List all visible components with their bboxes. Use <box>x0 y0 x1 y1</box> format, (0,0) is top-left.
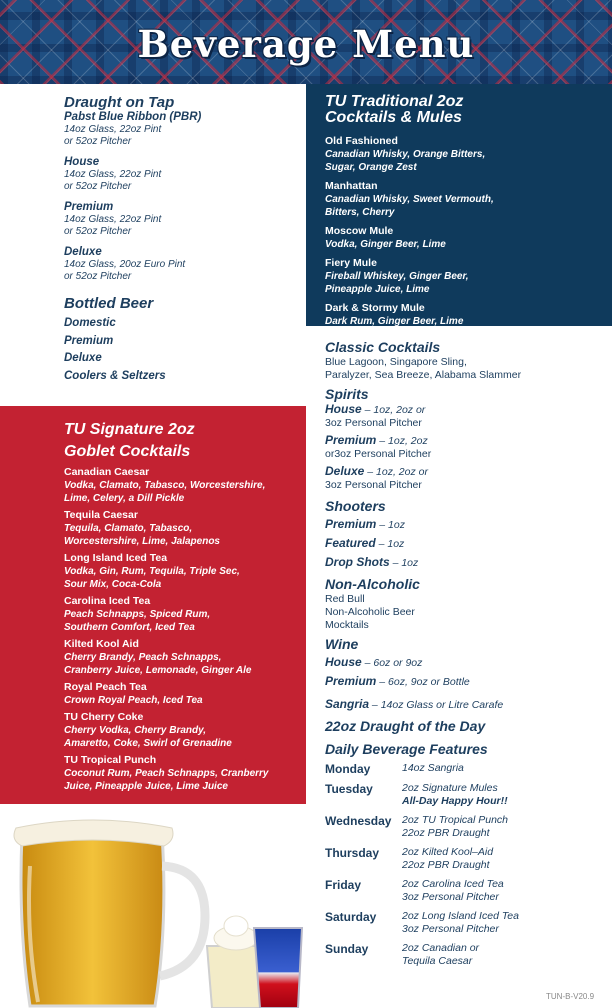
draught-item <box>64 156 304 193</box>
cocktail-item <box>64 595 292 634</box>
draught-item-desc: 14oz Glass, 22oz Pint <box>64 214 162 225</box>
cocktail-desc: Dark Rum, Ginger Beer, Lime <box>325 316 464 327</box>
wine-desc: – 6oz or 9oz <box>361 657 423 669</box>
non-alcoholic-title: Non-Alcoholic <box>325 576 420 592</box>
sangria-name: Sangria <box>325 697 370 711</box>
traditional-title: Cocktails & Mules <box>325 109 462 126</box>
bottled-item: Domestic <box>64 317 116 329</box>
feature-line: 2oz Long Island Iced Tea <box>402 910 519 922</box>
cocktail-name: Canadian Caesar <box>64 466 150 478</box>
spirit-desc: 3oz Personal Pitcher <box>325 479 422 491</box>
draught-item-desc: or 52oz Pitcher <box>64 181 132 192</box>
cocktail-desc: Pineapple Juice, Lime <box>325 284 430 295</box>
feature-line: 2oz Carolina Iced Tea <box>402 878 504 890</box>
spirit-desc: – 1oz, 2oz or <box>361 404 426 416</box>
feature-day: Saturday <box>325 910 377 924</box>
cocktail-desc: Amaretto, Coke, Swirl of Grenadine <box>64 738 232 749</box>
spirit-desc: – 1oz, 2oz or <box>364 466 428 478</box>
feature-desc <box>402 762 602 776</box>
draught-item-desc: or 52oz Pitcher <box>64 226 132 237</box>
draught-item <box>64 111 304 148</box>
footer-code: TUN-B-V20.9 <box>546 992 595 1001</box>
cocktail-desc: Coconut Rum, Peach Schnapps, Cranberry <box>64 768 269 779</box>
feature-line: Tequila Caesar <box>402 955 473 967</box>
sangria-desc: – 14oz Glass or Litre Carafe <box>369 699 504 711</box>
cocktail-desc: Canadian Whisky, Sweet Vermouth, <box>325 194 494 205</box>
shooter-desc: – 1oz <box>376 519 405 531</box>
feature-line: 3oz Personal Pitcher <box>402 923 499 935</box>
shooter-name: Drop Shots <box>325 555 390 569</box>
spirit-item <box>325 434 605 448</box>
bottled-list <box>64 315 304 385</box>
cocktail-item <box>325 180 594 219</box>
classic-title: Classic Cocktails <box>325 339 441 355</box>
draught-item <box>64 246 304 283</box>
feature-desc <box>402 878 602 904</box>
draught-item-desc: or 52oz Pitcher <box>64 136 132 147</box>
cocktail-name: Long Island Iced Tea <box>64 552 168 564</box>
signature-cocktails-panel <box>0 406 306 804</box>
feature-desc <box>402 814 602 840</box>
feature-row <box>325 814 605 840</box>
non-alcoholic-item: Mocktails <box>325 619 369 631</box>
draught-item-name: Premium <box>64 201 114 213</box>
cocktail-desc: Worcestershire, Lime, Jalapenos <box>64 536 220 547</box>
feature-line: 2oz Kilted Kool–Aid <box>402 846 494 858</box>
draught-title: Draught on Tap <box>64 94 175 111</box>
cocktail-name: TU Tropical Punch <box>64 754 157 766</box>
cocktail-desc: Canadian Whisky, Orange Bitters, <box>325 149 486 160</box>
cocktail-item <box>325 135 594 174</box>
cocktail-item <box>325 257 594 296</box>
feature-day: Tuesday <box>325 782 373 796</box>
sangria-item <box>325 697 605 712</box>
draught-of-day-title: 22oz Draught of the Day <box>325 718 486 734</box>
wine-item <box>325 672 605 691</box>
wine-desc: – 6oz, 9oz or Bottle <box>376 676 470 688</box>
spirit-name: House <box>325 402 362 416</box>
feature-desc <box>402 942 602 968</box>
draught-item-desc: or 52oz Pitcher <box>64 271 132 282</box>
shooter-desc: – 1oz <box>389 557 419 569</box>
draught-item-desc: 14oz Glass, 20oz Euro Pint <box>64 259 186 270</box>
cocktail-desc: Juice, Pineapple Juice, Lime Juice <box>64 781 228 792</box>
feature-row <box>325 762 605 776</box>
draught-item-desc: 14oz Glass, 22oz Pint <box>64 169 162 180</box>
feature-line: 22oz PBR Draught <box>402 827 490 839</box>
shooter-item <box>325 553 605 572</box>
cocktail-desc: Sour Mix, Coca-Cola <box>64 579 162 590</box>
shooter-name: Featured <box>325 536 376 550</box>
cocktail-name: Fiery Mule <box>325 257 377 269</box>
cocktail-item <box>64 638 292 677</box>
cocktail-name: Kilted Kool Aid <box>64 638 139 650</box>
draught-item-desc: 14oz Glass, 22oz Pint <box>64 124 162 135</box>
draught-item-name: Pabst Blue Ribbon (PBR) <box>64 111 202 123</box>
cocktail-item <box>64 509 292 548</box>
wine-name: House <box>325 655 362 669</box>
feature-line: 2oz Signature Mules <box>402 782 498 794</box>
beer-pitcher <box>14 820 205 1006</box>
feature-row <box>325 782 605 808</box>
feature-row <box>325 910 605 936</box>
cocktail-name: Moscow Mule <box>325 225 394 237</box>
cocktail-name: Manhattan <box>325 180 378 192</box>
layered-shot-glass <box>254 928 302 1008</box>
cocktail-name: TU Cherry Coke <box>64 711 144 723</box>
shooter-desc: – 1oz <box>375 538 405 550</box>
spirits-title: Spirits <box>325 386 369 402</box>
spirit-desc: 3oz Personal Pitcher <box>325 417 422 429</box>
page-title: Beverage Menu <box>137 22 475 66</box>
feature-day: Thursday <box>325 846 380 860</box>
cocktail-item <box>64 552 292 591</box>
features-title: Daily Beverage Features <box>325 741 488 757</box>
cocktail-desc: Bitters, Cherry <box>325 207 395 218</box>
wine-item <box>325 653 605 672</box>
cocktail-desc: Tequila, Clamato, Tabasco, <box>64 523 193 534</box>
spirit-desc: – 1oz, 2oz <box>376 435 428 447</box>
cocktail-item <box>64 754 292 793</box>
feature-day: Monday <box>325 762 371 776</box>
cocktail-desc: Southern Comfort, Iced Tea <box>64 622 195 633</box>
drinks-illustration <box>0 806 306 1008</box>
bottled-item: Coolers & Seltzers <box>64 369 166 382</box>
spirit-name: Deluxe <box>325 464 365 478</box>
cocktail-desc: Fireball Whiskey, Ginger Beer, <box>325 271 469 282</box>
spirit-desc: or3oz Personal Pitcher <box>325 448 432 460</box>
shooter-name: Premium <box>325 517 377 531</box>
signature-title: TU Signature 2oz <box>64 421 195 438</box>
wine-name: Premium <box>325 674 377 688</box>
cocktail-item <box>64 681 292 707</box>
signature-title: Goblet Cocktails <box>64 443 191 460</box>
feature-line: 2oz Canadian or <box>402 942 480 954</box>
cocktail-desc: Vodka, Gin, Rum, Tequila, Triple Sec, <box>64 566 240 577</box>
bottled-title: Bottled Beer <box>64 295 154 312</box>
feature-line: 2oz TU Tropical Punch <box>402 814 509 826</box>
draught-section <box>64 94 304 385</box>
feature-day: Wednesday <box>325 814 392 828</box>
cocktail-desc: Cherry Vodka, Cherry Brandy, <box>64 725 207 736</box>
wine-title: Wine <box>325 636 359 652</box>
feature-row <box>325 878 605 904</box>
shooters-title: Shooters <box>325 498 386 514</box>
bottled-item: Premium <box>64 334 114 347</box>
cocktail-desc: Vodka, Ginger Beer, Lime <box>325 239 446 250</box>
cocktail-desc: Cranberry Juice, Lemonade, Ginger Ale <box>64 665 252 676</box>
traditional-title: TU Traditional 2oz <box>325 93 464 110</box>
classic-line: Blue Lagoon, Singapore Sling, <box>325 356 467 368</box>
bottled-item: Deluxe <box>64 352 102 364</box>
non-alcoholic-item: Red Bull <box>325 593 365 605</box>
feature-line: 3oz Personal Pitcher <box>402 891 499 903</box>
cocktail-name: Old Fashioned <box>325 135 398 147</box>
draught-item-name: Deluxe <box>64 246 102 258</box>
cocktail-name: Royal Peach Tea <box>64 681 147 693</box>
cocktail-name: Carolina Iced Tea <box>64 595 151 607</box>
feature-line: 22oz PBR Draught <box>402 859 490 871</box>
cocktail-desc: Crown Royal Peach, Iced Tea <box>64 695 203 706</box>
feature-desc <box>402 846 602 872</box>
cocktail-item <box>64 466 292 505</box>
shooter-item <box>325 534 605 553</box>
spirit-name: Premium <box>325 433 377 447</box>
cocktail-desc: Peach Schnapps, Spiced Rum, <box>64 609 211 620</box>
draught-item <box>64 201 304 238</box>
feature-desc <box>402 782 602 808</box>
cocktail-item <box>64 711 292 750</box>
feature-desc <box>402 910 602 936</box>
feature-row <box>325 942 605 968</box>
cocktail-item <box>325 225 594 251</box>
cocktail-item <box>325 302 594 328</box>
cocktail-desc: Cherry Brandy, Peach Schnapps, <box>64 652 222 663</box>
feature-day: Sunday <box>325 942 369 956</box>
cocktail-desc: Sugar, Orange Zest <box>325 162 417 173</box>
header-banner <box>0 0 612 84</box>
feature-line: All-Day Happy Hour!! <box>402 795 508 807</box>
non-alcoholic-item: Non-Alcoholic Beer <box>325 606 415 618</box>
right-column <box>325 339 605 968</box>
spirit-item <box>325 403 605 417</box>
cocktail-desc: Vodka, Clamato, Tabasco, Worcestershire, <box>64 480 266 491</box>
feature-row <box>325 846 605 872</box>
cocktail-name: Tequila Caesar <box>64 509 138 521</box>
draught-item-name: House <box>64 156 100 168</box>
cocktail-name: Dark & Stormy Mule <box>325 302 425 314</box>
spirit-item <box>325 465 605 479</box>
feature-line: 14oz Sangria <box>402 762 464 774</box>
traditional-cocktails-panel <box>306 84 612 326</box>
classic-line: Paralyzer, Sea Breeze, Alabama Slammer <box>325 369 522 381</box>
cocktail-desc: Lime, Celery, a Dill Pickle <box>64 493 185 504</box>
shooter-item <box>325 515 605 534</box>
feature-day: Friday <box>325 878 362 892</box>
